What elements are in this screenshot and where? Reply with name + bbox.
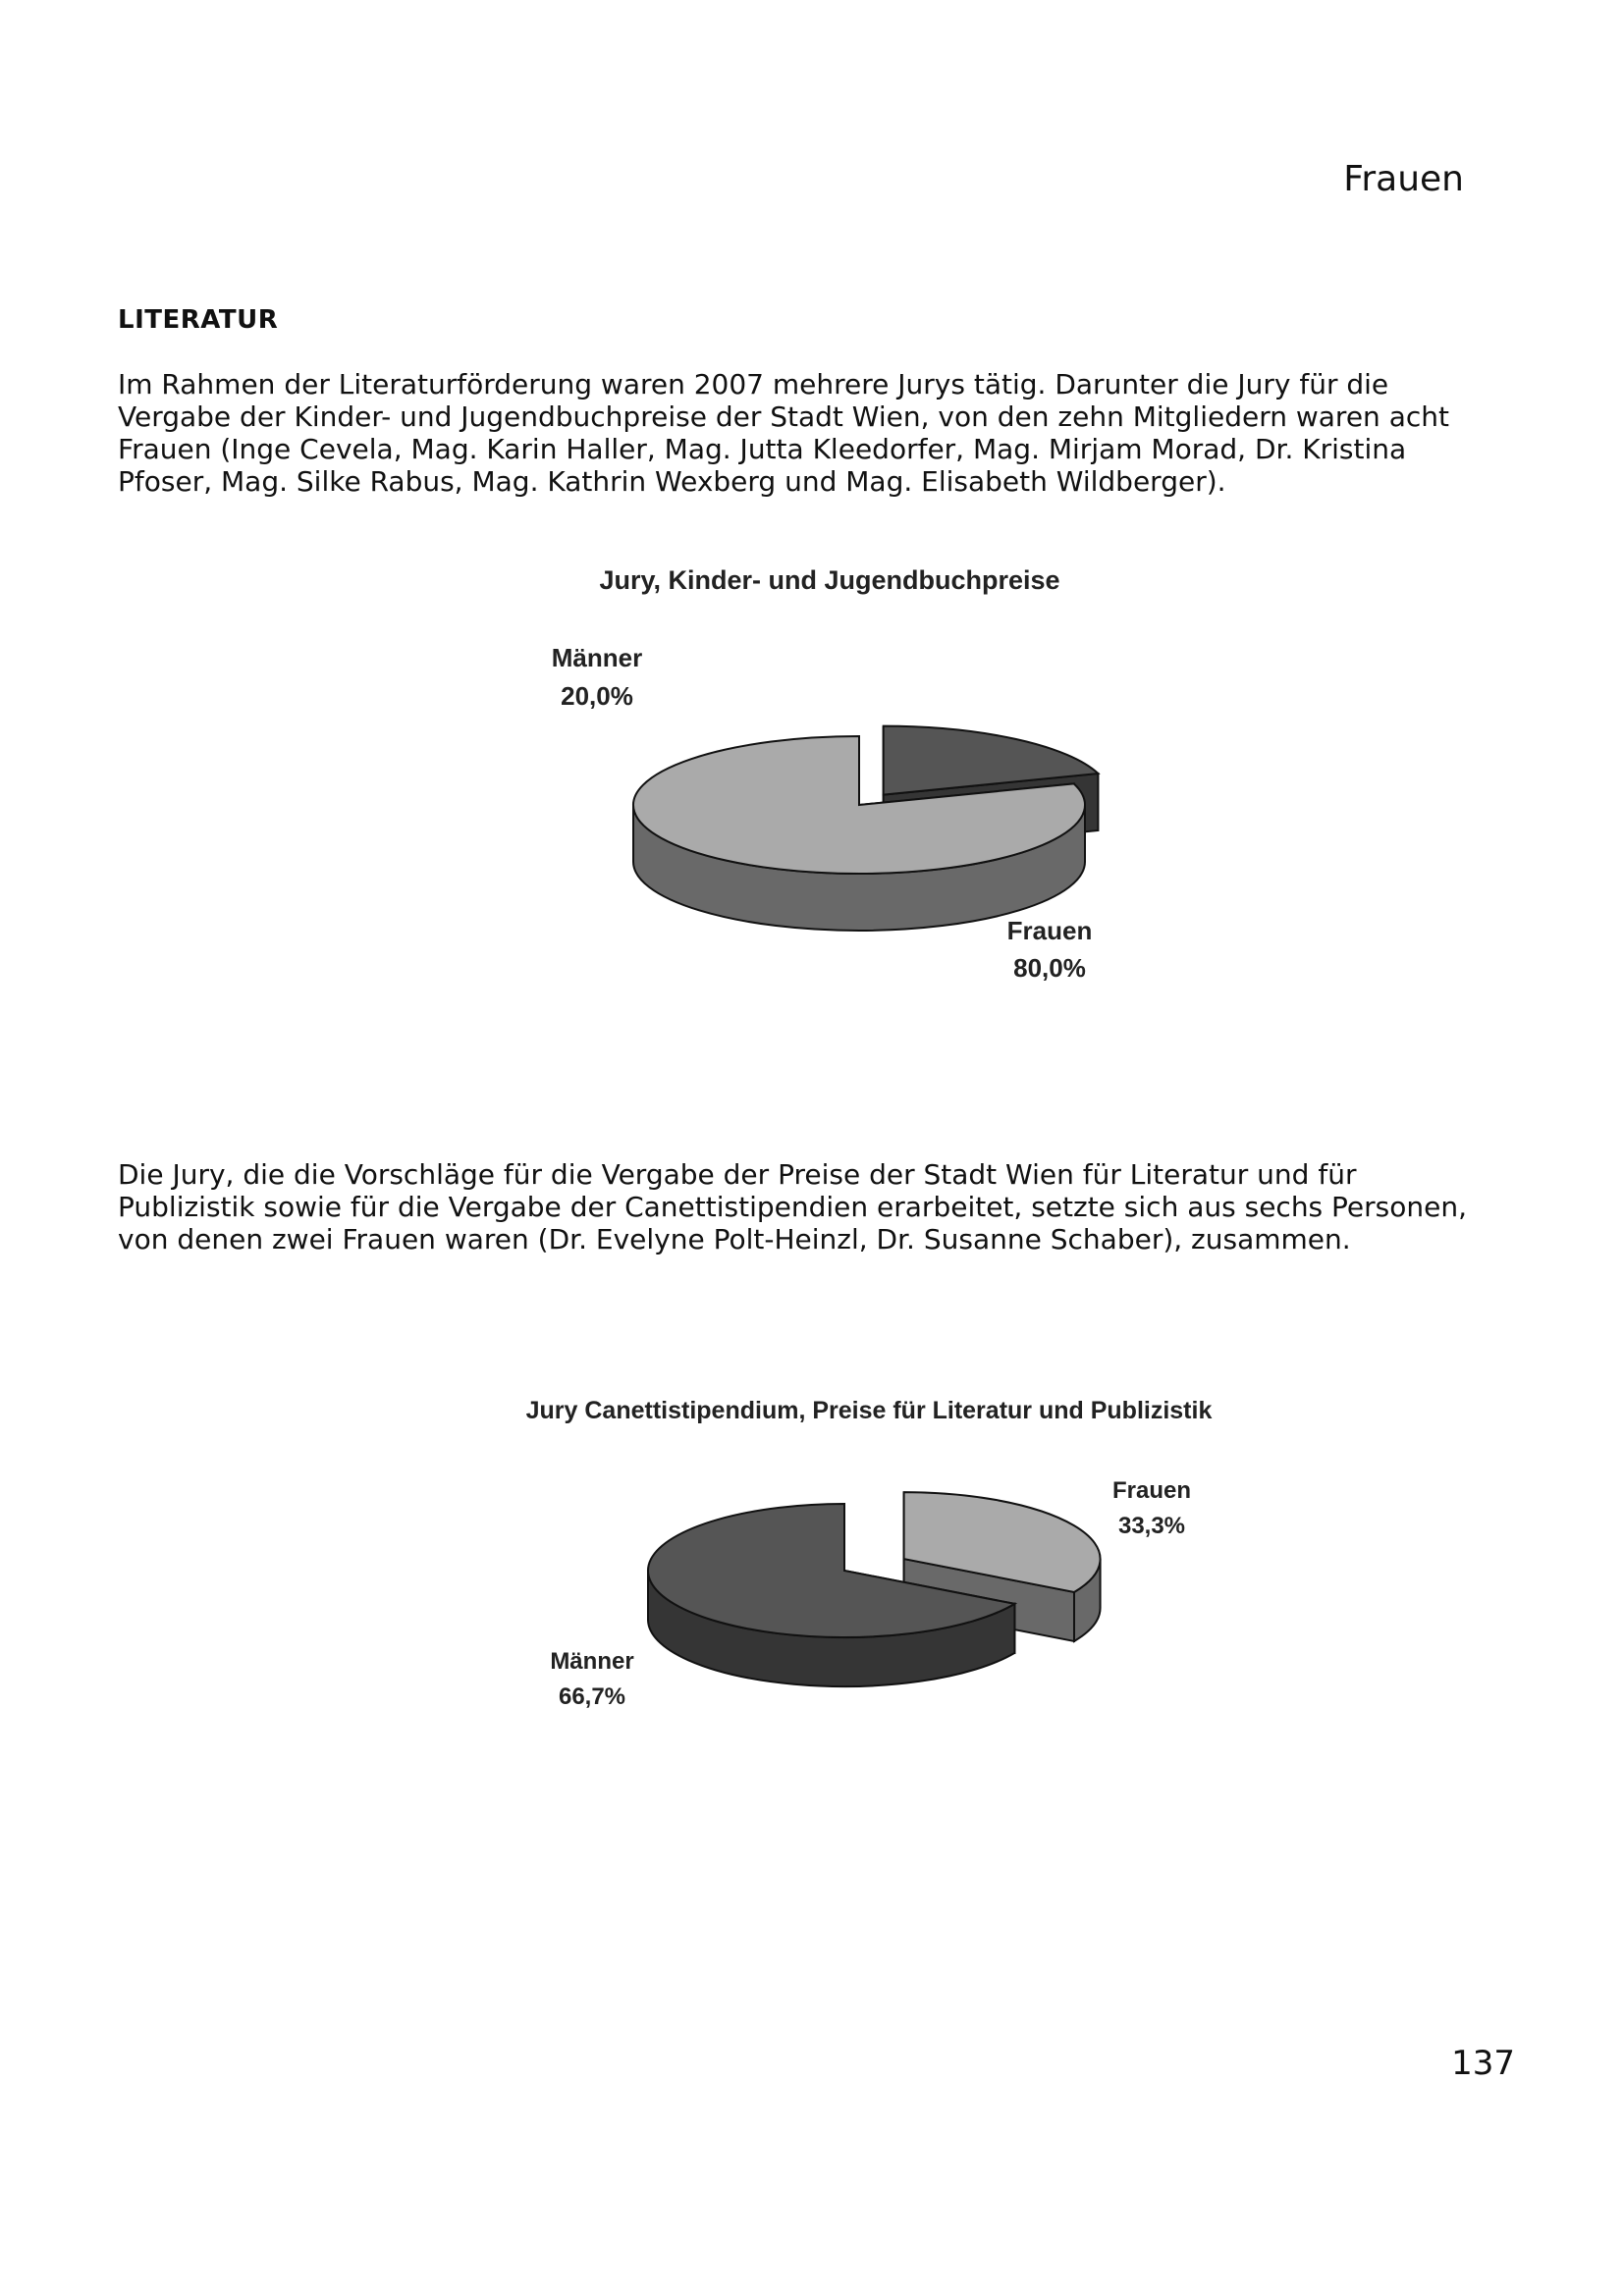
running-header: Frauen [1343, 159, 1464, 199]
paragraph-line: Publizistik sowie für die Vergabe der Canettistipendien erarbeitet, setzte sich aus sechs Personen, [118, 1191, 1468, 1223]
chart-2-label-frauen: Frauen [1111, 1477, 1192, 1504]
chart-2-title: Jury Canettistipendium, Preise für Literatur und Publizistik [525, 1397, 1213, 1424]
chart-1-label-frauen: Frauen [1006, 916, 1093, 945]
chart-2-label-maenner: Männer [550, 1648, 634, 1675]
chart-2-value-frauen: 33,3% [1117, 1513, 1186, 1539]
chart-1 [552, 565, 1099, 983]
chart-1-label-maenner: Männer [551, 643, 643, 672]
paragraph-line: Vergabe der Kinder- und Jugendbuchpreise der Stadt Wien, von den zehn Mitgliedern waren acht [118, 400, 1449, 433]
paragraph-line: von denen zwei Frauen waren (Dr. Evelyne Polt-Heinzl, Dr. Susanne Schaber), zusammen. [118, 1223, 1351, 1255]
paragraph-line: Pfoser, Mag. Silke Rabus, Mag. Kathrin Wexberg und Mag. Elisabeth Wildberger). [118, 465, 1226, 498]
paragraph-line: Im Rahmen der Literaturförderung waren 2007 mehrere Jurys tätig. Darunter die Jury für die [118, 368, 1389, 400]
chart-1-value-frauen: 80,0% [1013, 953, 1086, 983]
paragraph-line: Frauen (Inge Cevela, Mag. Karin Haller, Mag. Jutta Kleedorfer, Mag. Mirjam Morad, Dr. Kristina [118, 433, 1407, 465]
chart-2-value-maenner: 66,7% [558, 1683, 626, 1710]
chart-2 [526, 1397, 1213, 1710]
page-number: 137 [1451, 2044, 1515, 2083]
section-heading: LITERATUR [118, 305, 279, 335]
paragraph-line: Die Jury, die die Vorschläge für die Vergabe der Preise der Stadt Wien für Literatur und für [118, 1158, 1357, 1191]
chart-1-title: Jury, Kinder- und Jugendbuchpreise [599, 565, 1060, 595]
chart-1-value-maenner: 20,0% [561, 681, 633, 711]
